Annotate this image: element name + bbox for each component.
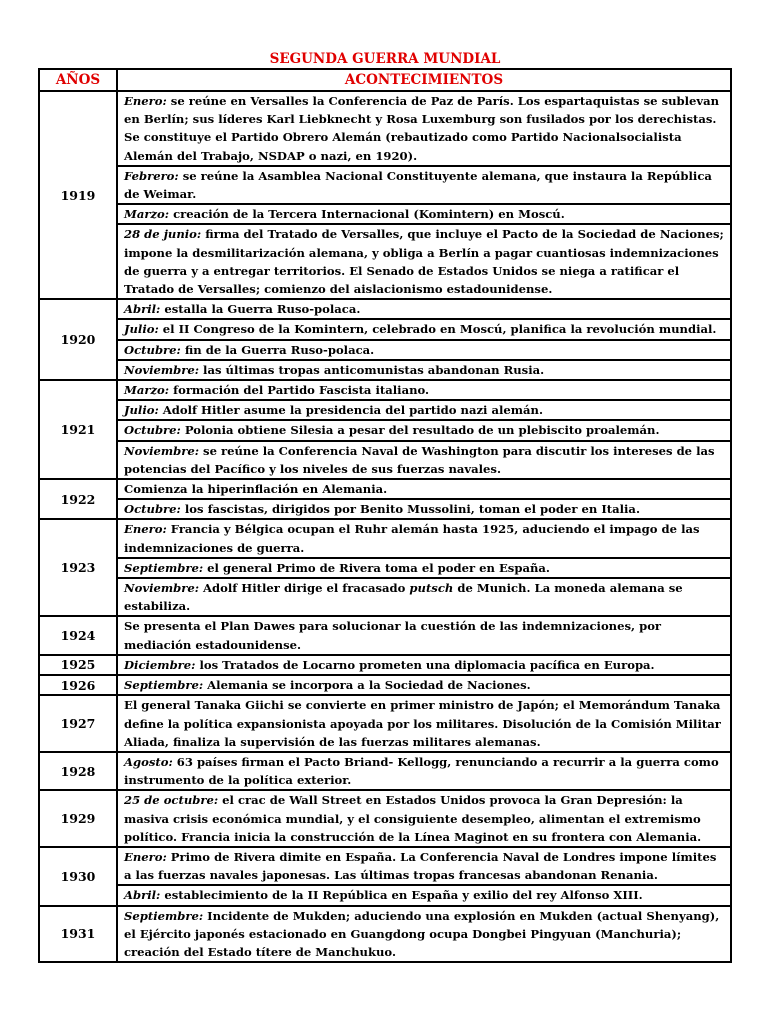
events-cell [117, 655, 731, 675]
event-entry [118, 676, 730, 694]
event-date: Noviembre: [124, 362, 199, 377]
event-date: Agosto: [124, 754, 173, 769]
event-entry [118, 165, 730, 203]
document-title: SEGUNDA GUERRA MUNDIAL [269, 51, 501, 67]
event-text: se reúne la Asamblea Nacional Constituyente alemana, que instaura la República de Weimar. [124, 168, 712, 202]
event-date: Enero: [124, 94, 167, 108]
year-cell: 1927 [39, 695, 117, 752]
year-row [39, 847, 731, 906]
event-entry [118, 848, 730, 884]
event-entry [118, 696, 730, 751]
event-entry [118, 203, 730, 223]
event-date: 28 de junio: [124, 227, 202, 242]
year-cell: 1928 [39, 752, 117, 790]
events-cell [117, 479, 731, 519]
year-cell: 1922 [39, 479, 117, 519]
event-entry [118, 498, 730, 518]
year-row [39, 675, 731, 695]
event-text: el crac de Wall Street en Estados Unidos provoca la Gran Depresión: la masiva crisis económica mundial, y el consiguiente desempleo, alimentan el extremismo político. Francia inicia la construcción de la Línea Maginot en su frontera con Alemania. [124, 793, 702, 844]
timeline-table [38, 68, 732, 963]
event-date: Septiembre: [124, 560, 204, 575]
event-date: Julio: [124, 322, 159, 337]
year-cell: 1926 [39, 675, 117, 695]
event-text: Incidente de Mukden; aduciendo una explosión en Mukden (actual Shenyang), el Ejército japonés estacionado en Guangdong ocupa Dongbei Pingyuan (Manchuria); creación del Estado títere de Manchukuo. [124, 908, 720, 959]
year-row [39, 790, 731, 847]
event-entry [118, 92, 730, 165]
event-date: Febrero: [124, 168, 179, 183]
year-cell: 1930 [39, 847, 117, 906]
event-date: Julio: [124, 403, 159, 418]
year-cell: 1931 [39, 906, 117, 963]
events-cell [117, 616, 731, 654]
year-row [39, 752, 731, 790]
year-cell: 1925 [39, 655, 117, 675]
event-entry [118, 907, 730, 962]
event-text: el general Primo de Rivera toma el poder en España. [203, 560, 550, 575]
events-cell [117, 519, 731, 616]
event-entry [118, 381, 730, 399]
event-date: Diciembre: [124, 657, 196, 672]
year-cell: 1921 [39, 380, 117, 479]
event-text: fin de la Guerra Ruso-polaca. [180, 342, 375, 357]
event-text: Primo de Rivera dimite en España. La Conferencia Naval de Londres impone límites a las fuerzas navales japonesas. Las últimas tropas francesas abandonan Renania. [124, 849, 717, 883]
event-entry [118, 480, 730, 498]
events-cell [117, 380, 731, 479]
event-date: Octubre: [124, 342, 181, 357]
events-column-header: ACONTECIMIENTOS [117, 69, 731, 91]
event-text: los Tratados de Locarno prometen una diplomacia pacífica en Europa. [195, 657, 655, 672]
event-date: Octubre: [124, 502, 181, 517]
year-row [39, 91, 731, 299]
table-body [39, 91, 731, 962]
event-entry [118, 753, 730, 789]
events-cell [117, 675, 731, 695]
year-row [39, 695, 731, 752]
event-date: 25 de octubre: [124, 793, 219, 808]
event-text: establecimiento de la II República en España y exilio del rey Alfonso XIII. [160, 888, 643, 903]
event-text: Comienza la hiperinflación en Alemania. [124, 482, 388, 497]
event-date: Enero: [124, 849, 167, 864]
event-date: Octubre: [124, 423, 181, 438]
event-date: Enero: [124, 522, 167, 537]
event-entry [118, 884, 730, 904]
event-entry [118, 577, 730, 615]
event-entry [118, 656, 730, 674]
event-entry [118, 791, 730, 846]
year-cell: 1920 [39, 299, 117, 380]
event-entry [118, 300, 730, 318]
event-text: El general Tanaka Giichi se convierte en primer ministro de Japón; el Memorándum Tanaka define la política expansionista apoyada por los militares. Disolución de la Comisión Militar Aliada, finaliza la supervisión de las fuerzas militares alemanas. [124, 698, 721, 749]
event-text: se reúne en Versalles la Conferencia de Paz de París. Los espartaquistas se sublevan en Berlín; sus líderes Karl Liebknecht y Rosa Luxemburg son fusilados por los derechistas. Se constituye el Partido Obrero Alemán (rebautizado como Partido Nacionalsocialista Alemán del Trabajo, NSDAP o nazi, en 1920). [124, 94, 720, 163]
event-entry [118, 617, 730, 653]
year-cell: 1919 [39, 91, 117, 299]
event-text: Adolf Hitler asume la presidencia del partido nazi alemán. [158, 403, 544, 418]
year-row [39, 906, 731, 963]
event-date: Marzo: [124, 383, 170, 398]
event-text: Se presenta el Plan Dawes para solucionar la cuestión de las indemnizaciones, por mediación estadounidense. [124, 619, 662, 652]
event-text: 63 países firman el Pacto Briand- Kellogg, renunciando a recurrir a la guerra como instrumento de la política exterior. [124, 754, 719, 788]
event-entry [118, 223, 730, 298]
event-text: estalla la Guerra Ruso-polaca. [160, 302, 361, 317]
event-entry [118, 520, 730, 556]
event-text: el II Congreso de la Komintern, celebrado en Moscú, planifica la revolución mundial. [158, 322, 717, 337]
year-row [39, 616, 731, 654]
table-header-row [39, 69, 731, 91]
document-page [38, 50, 732, 963]
event-entry [118, 318, 730, 338]
event-date: Noviembre: [124, 581, 199, 596]
event-text: Alemania se incorpora a la Sociedad de Naciones. [203, 678, 531, 693]
event-entry [118, 440, 730, 478]
events-cell [117, 790, 731, 847]
event-text: Adolf Hitler dirige el fracasado [199, 581, 410, 596]
year-row [39, 479, 731, 519]
event-text: se reúne la Conferencia Naval de Washington para discutir los intereses de las potencias del Pacífico y los niveles de sus fuerzas navales. [124, 443, 715, 476]
year-row [39, 299, 731, 380]
event-text: firma del Tratado de Versalles, que incluye el Pacto de la Sociedad de Naciones; impone la desmilitarización alemana, y obliga a Berlín a pagar cuantiosas indemnizaciones de guerra y a entregar territorios. El Senado de Estados Unidos se niega a ratificar el Tratado de Versalles; comienzo del aislacionismo estadounidense. [124, 227, 724, 297]
years-column-header: AÑOS [39, 69, 117, 91]
event-text: los fascistas, dirigidos por Benito Mussolini, toman el poder en Italia. [180, 502, 640, 517]
event-date: Noviembre: [124, 443, 199, 458]
event-date: Abril: [124, 888, 161, 903]
event-date: Abril: [124, 302, 161, 317]
event-entry [118, 339, 730, 359]
year-cell: 1924 [39, 616, 117, 654]
events-cell [117, 906, 731, 963]
events-cell [117, 299, 731, 380]
event-text: las últimas tropas anticomunistas abandonan Rusia. [199, 362, 545, 377]
year-row [39, 380, 731, 479]
event-entry [118, 419, 730, 439]
event-date: Marzo: [124, 207, 170, 222]
event-date: Septiembre: [124, 908, 204, 923]
event-entry [118, 399, 730, 419]
year-cell: 1929 [39, 790, 117, 847]
events-cell [117, 847, 731, 906]
year-cell: 1923 [39, 519, 117, 616]
events-cell [117, 752, 731, 790]
event-italic-term: putsch [409, 581, 454, 596]
event-text: Francia y Bélgica ocupan el Ruhr alemán hasta 1925, aduciendo el impago de las indemnizaciones de guerra. [124, 522, 700, 555]
event-text: formación del Partido Fascista italiano. [169, 383, 430, 398]
year-row [39, 655, 731, 675]
event-date: Septiembre: [124, 678, 204, 693]
events-cell [117, 91, 731, 299]
year-row [39, 519, 731, 616]
event-entry [118, 359, 730, 379]
event-text: Polonia obtiene Silesia a pesar del resultado de un plebiscito proalemán. [180, 423, 660, 438]
events-cell [117, 695, 731, 752]
event-text: creación de la Tercera Internacional (Komintern) en Moscú. [169, 207, 565, 222]
event-text-continued: de Munich. La moneda alemana se estabiliza. [124, 581, 683, 614]
event-entry [118, 557, 730, 577]
